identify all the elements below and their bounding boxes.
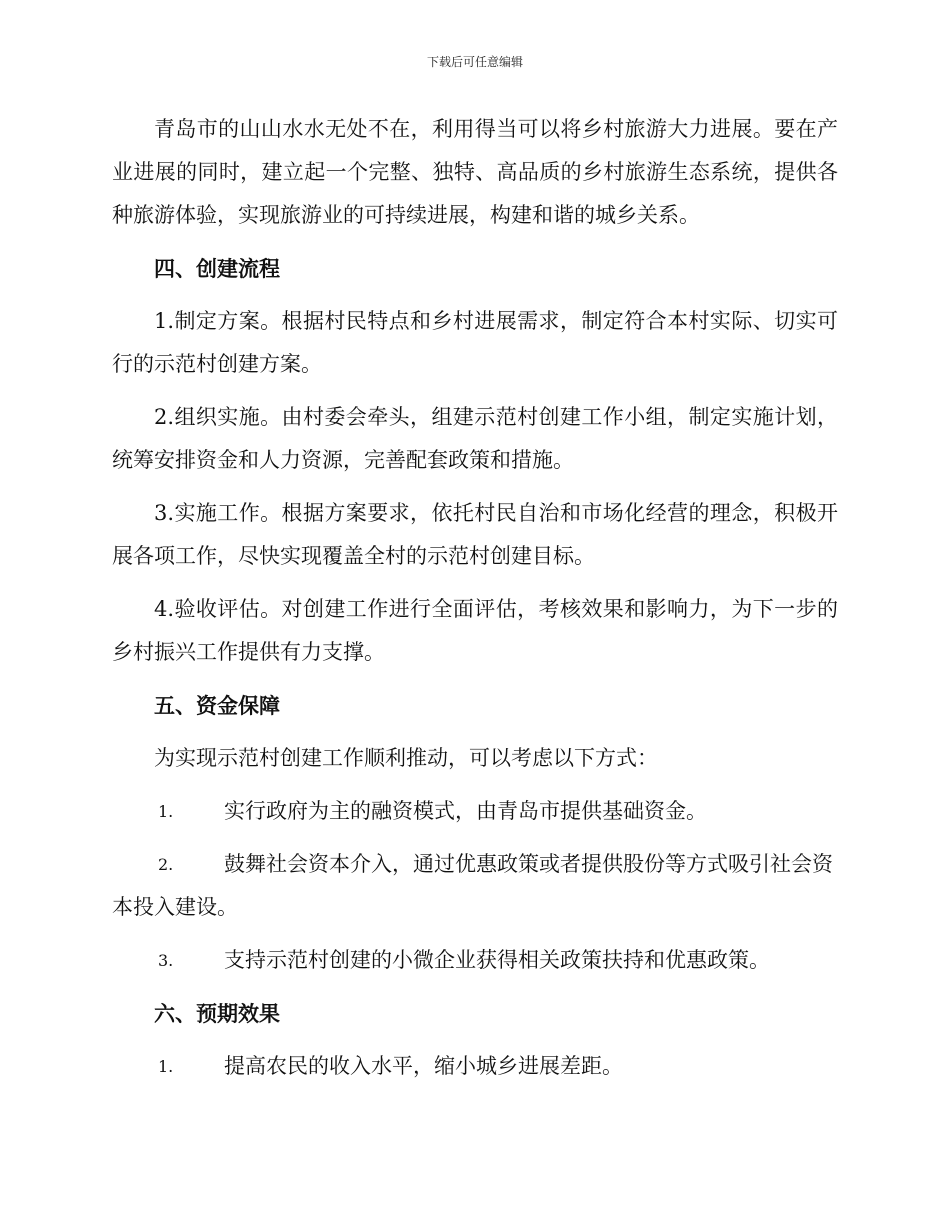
effects-list-item-1	[112, 1045, 838, 1088]
process-step-3: 3.实施工作。根据方案要求，依托村民自治和市场化经营的理念，积极开展各项工作，尽快实现覆盖全村的示范村创建目标。	[112, 501, 838, 568]
process-step-4: 4.验收评估。对创建工作进行全面评估，考核效果和影响力，为下一步的乡村振兴工作提供有力支撑。	[112, 597, 838, 664]
list-item-text: 提高农民的收入水平，缩小城乡进展差距。	[224, 1054, 623, 1078]
list-number: 2.	[158, 855, 174, 874]
funding-list-item-2	[112, 843, 838, 929]
section-heading-funding: 五、资金保障	[154, 693, 280, 718]
section-heading-expected-effects: 六、预期效果	[154, 1001, 280, 1026]
funding-list-item-1	[112, 790, 838, 833]
process-step-1: 1.制定方案。根据村民特点和乡村进展需求，制定符合本村实际、切实可行的示范村创建方案。	[112, 309, 838, 376]
page-header: 下载后可任意编辑	[426, 55, 523, 69]
list-number: 1.	[158, 802, 174, 821]
list-number: 1.	[158, 1057, 174, 1076]
list-item-text: 支持示范村创建的小微企业获得相关政策扶持和优惠政策。	[224, 948, 770, 972]
funding-intro: 为实现示范村创建工作顺利推动，可以考虑以下方式：	[154, 746, 658, 770]
process-step-2: 2.组织实施。由村委会牵头，组建示范村创建工作小组，制定实施计划，统筹安排资金和人力资源，完善配套政策和措施。	[112, 405, 838, 472]
list-item-text: 鼓舞社会资本介入，通过优惠政策或者提供股份等方式吸引社会资本投入建设。	[112, 852, 833, 919]
intro-paragraph: 青岛市的山山水水无处不在，利用得当可以将乡村旅游大力进展。要在产业进展的同时，建立起一个完整、独特、高品质的乡村旅游生态系统，提供各种旅游体验，实现旅游业的可持续进展，构建和谐的城乡关系。	[112, 117, 838, 227]
list-number: 3.	[158, 951, 174, 970]
funding-list-item-3	[112, 939, 838, 982]
list-item-text: 实行政府为主的融资模式，由青岛市提供基础资金。	[224, 799, 707, 823]
section-heading-process: 四、创建流程	[154, 256, 280, 281]
document-body	[112, 108, 838, 1098]
